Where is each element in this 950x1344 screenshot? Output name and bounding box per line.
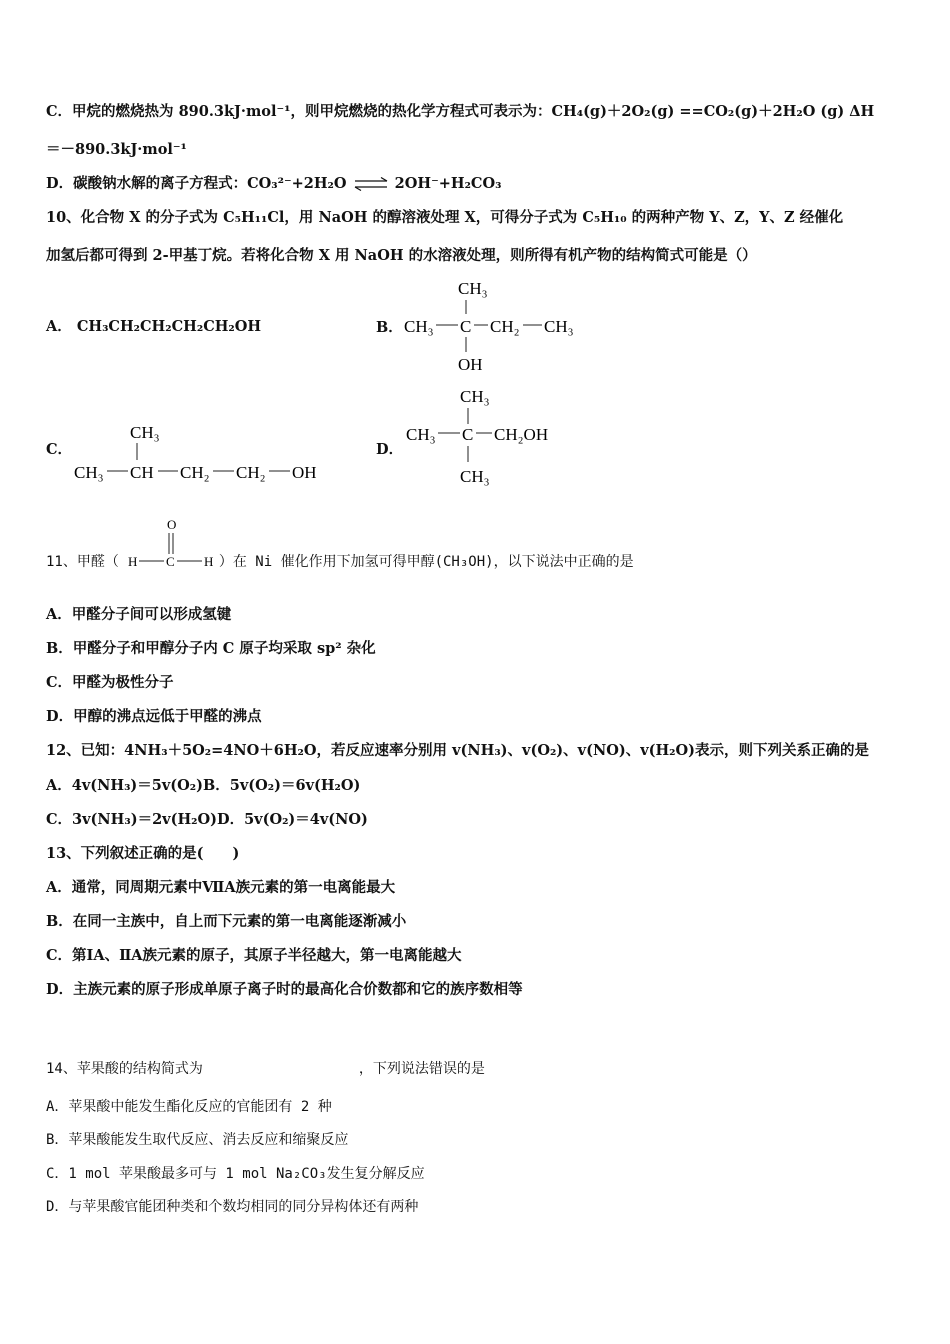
q9-option-c-line1: C．甲烷的燃烧热为 890.3kJ·mol⁻¹，则甲烷燃烧的热化学方程式可表示为：CH₄(g)＋2O₂(g) ==CO₂(g)＋2H₂O (g) ΔH xyxy=(46,103,875,120)
formaldehyde-o: O xyxy=(167,517,177,532)
q10-option-b-label: B． xyxy=(376,319,403,336)
q11-option-c: C．甲醛为极性分子 xyxy=(46,674,174,691)
q10-stem-line1: 10、化合物 X 的分子式为 C₅H₁₁Cl，用 NaOH 的醇溶液处理 X，可得分子式为 C₅H₁₀ 的两种产物 Y、Z，Y、Z 经催化 xyxy=(46,209,844,226)
struct-c-a: CH₃ xyxy=(74,463,104,482)
formaldehyde-c: C xyxy=(166,554,175,569)
q14-option-a: A．苹果酸中能发生酯化反应的官能团有 2 种 xyxy=(46,1099,332,1115)
q10-option-a xyxy=(46,317,261,337)
q14-option-c: C．1 mol 苹果酸最多可与 1 mol Na₂CO₃发生复分解反应 xyxy=(46,1166,425,1182)
struct-d-left: CH₃ xyxy=(406,425,436,444)
q10-stem-line2: 加氢后都可得到 2-甲基丁烷。若将化合物 X 用 NaOH 的水溶液处理，则所得有机产物的结构简式可能是（） xyxy=(46,247,757,264)
q10-option-b-structure xyxy=(400,272,590,380)
q10-option-c-label: C． xyxy=(46,441,73,458)
q9-option-d xyxy=(46,174,501,194)
struct-c-b: CH xyxy=(130,463,154,482)
q14-stem xyxy=(46,1059,485,1079)
formaldehyde-structure xyxy=(124,514,224,578)
equilibrium-arrow-icon xyxy=(354,177,388,191)
q9-option-c-line2: ＝－890.3kJ·mol⁻¹ xyxy=(46,141,187,158)
q12-options-ab: A．4v(NH₃)＝5v(O₂)B．5v(O₂)＝6v(H₂O) xyxy=(46,777,361,794)
q11-option-b: B．甲醛分子和甲醇分子内 C 原子均采取 sp² 杂化 xyxy=(46,640,376,657)
struct-d-top: CH₃ xyxy=(460,387,490,406)
q13-option-b: B．在同一主族中，自上而下元素的第一电离能逐渐减小 xyxy=(46,913,407,930)
struct-c-c: CH₂ xyxy=(180,463,210,482)
struct-d-center: C xyxy=(462,425,474,444)
struct-b-left: CH₃ xyxy=(404,317,434,336)
struct-b-right1: CH₂ xyxy=(490,317,520,336)
q14-stem-suffix: ，下列说法错误的是 xyxy=(358,1061,485,1077)
struct-b-bottom: OH xyxy=(458,355,483,374)
q10-option-c-structure xyxy=(70,420,340,490)
struct-b-right2: CH₃ xyxy=(544,317,574,336)
formaldehyde-h2: H xyxy=(204,554,214,569)
q14-option-b: B．苹果酸能发生取代反应、消去反应和缩聚反应 xyxy=(46,1132,349,1148)
q10-option-d-structure xyxy=(402,380,582,492)
struct-b-top: CH₃ xyxy=(458,279,488,298)
q14-option-d: D．与苹果酸官能团种类和个数均相同的同分异构体还有两种 xyxy=(46,1199,419,1215)
q13-option-d: D．主族元素的原子形成单原子离子时的最高化合价数都和它的族序数相等 xyxy=(46,981,523,998)
struct-d-right: CH₂OH xyxy=(494,425,549,444)
struct-b-center: C xyxy=(460,317,472,336)
q11-stem-prefix: 11、甲醛（ xyxy=(46,554,119,570)
q14-stem-prefix: 14、苹果酸的结构简式为 xyxy=(46,1061,203,1077)
q10-option-a-text: CH₃CH₂CH₂CH₂CH₂OH xyxy=(76,318,262,335)
q10-option-d-label: D． xyxy=(376,441,404,458)
q10-option-a-label: A． xyxy=(46,318,72,335)
q13-option-a: A．通常，同周期元素中ⅦA族元素的第一电离能最大 xyxy=(46,879,396,896)
struct-d-bottom: CH₃ xyxy=(460,467,490,486)
struct-c-d: CH₂ xyxy=(236,463,266,482)
q9-option-d-prefix: D．碳酸钠水解的离子方程式：CO₃²⁻+2H₂O xyxy=(46,175,347,192)
q11-option-a: A．甲醛分子间可以形成氢键 xyxy=(46,606,232,623)
q13-option-c: C．第ⅠA、ⅡA族元素的原子，其原子半径越大，第一电离能越大 xyxy=(46,947,462,964)
q9-option-d-suffix: 2OH⁻+H₂CO₃ xyxy=(394,175,502,192)
q11-stem-suffix: ）在 Ni 催化作用下加氢可得甲醇(CH₃OH)，以下说法中正确的是 xyxy=(218,554,634,570)
q12-stem: 12、已知：4NH₃＋5O₂=4NO＋6H₂O，若反应速率分别用 v(NH₃)、v(O₂)、v(NO)、v(H₂O)表示，则下列关系正确的是 xyxy=(46,742,870,759)
struct-c-e: OH xyxy=(292,463,317,482)
formaldehyde-h1: H xyxy=(128,554,138,569)
q12-options-cd: C．3v(NH₃)＝2v(H₂O)D．5v(O₂)＝4v(NO) xyxy=(46,811,368,828)
struct-c-top: CH₃ xyxy=(130,423,160,442)
q11-option-d: D．甲醇的沸点远低于甲醛的沸点 xyxy=(46,708,262,725)
q13-stem: 13、下列叙述正确的是( ) xyxy=(46,845,240,862)
